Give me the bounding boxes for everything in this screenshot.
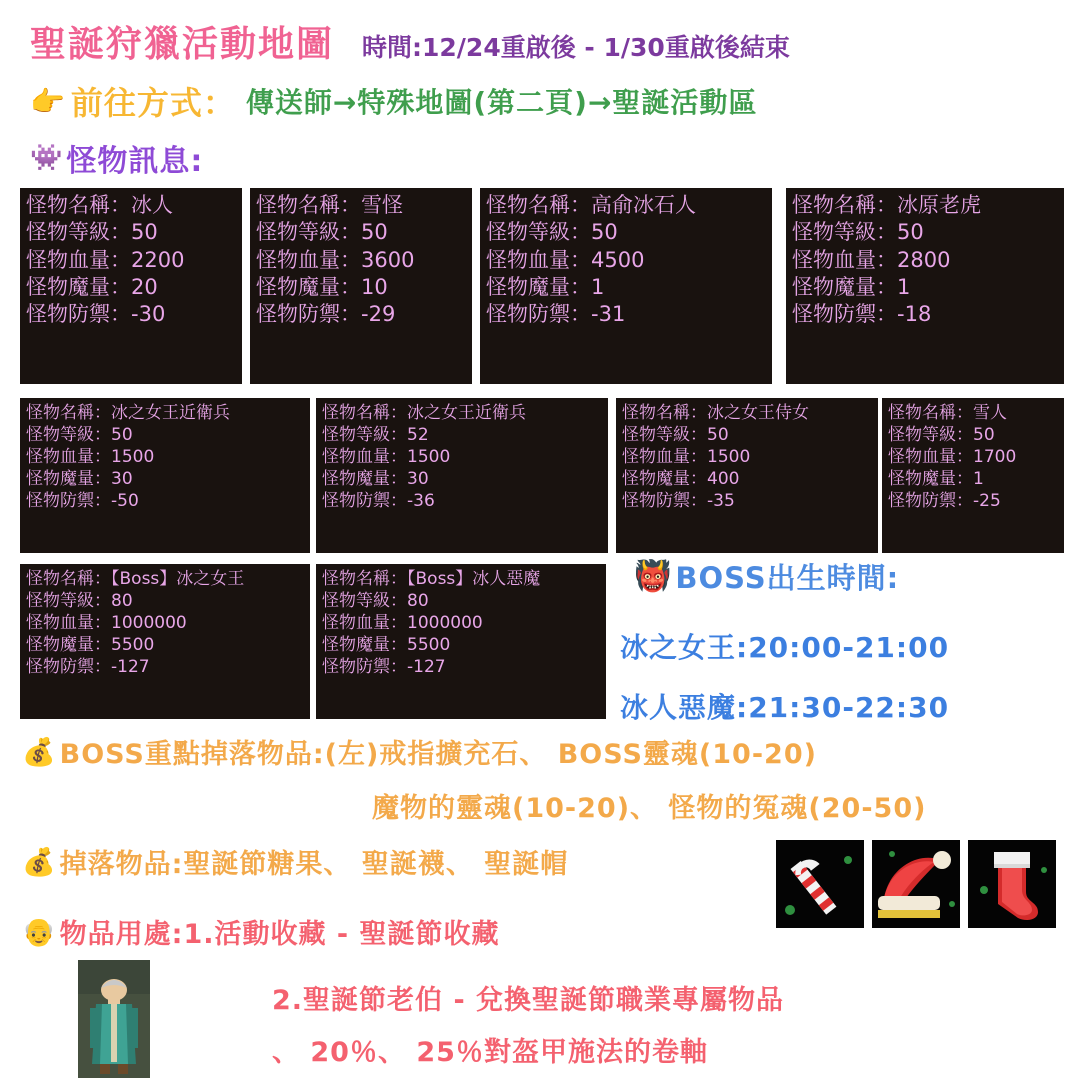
label-name: 怪物名稱：: [322, 569, 407, 589]
boss-drop-label: BOSS重點掉落物品:: [59, 739, 325, 770]
label-level: 怪物等級：: [486, 220, 591, 245]
pointing-right-hand-icon: 👉: [30, 84, 65, 118]
monster-level-line: [888, 424, 1058, 446]
monster-hp-line: [888, 446, 1058, 468]
value-mp: 400: [707, 469, 740, 490]
monster-card: [20, 398, 310, 553]
npc-sprite-svg: [78, 960, 150, 1078]
candy-cane-svg: [776, 840, 864, 928]
label-hp: 怪物血量：: [26, 613, 111, 634]
santa-hat-icon: [872, 840, 960, 928]
label-mp: 怪物魔量：: [322, 635, 407, 656]
value-level: 52: [407, 425, 429, 446]
value-level: 50: [707, 425, 729, 446]
usage-line3: 、 20％、 25％對盔甲施法的卷軸: [272, 1037, 708, 1068]
monster-hp-line: [26, 247, 236, 274]
label-mp: 怪物魔量：: [26, 274, 131, 299]
monster-level-line: [792, 219, 1058, 246]
label-level: 怪物等級：: [256, 220, 361, 245]
value-def: -127: [111, 657, 150, 678]
monster-level-line: [256, 219, 466, 246]
value-def: -18: [897, 302, 932, 327]
boss-drop-line1: (左)戒指擴充石、 BOSS靈魂(10-20): [324, 739, 817, 770]
monster-def-line: [26, 656, 304, 678]
label-level: 怪物等級：: [888, 425, 973, 446]
monster-mp-line: [322, 634, 600, 656]
money-bag-icon: 💰: [22, 846, 56, 878]
label-name: 怪物名稱：: [26, 193, 131, 217]
monster-def-line: [792, 301, 1058, 328]
monster-section-heading: [30, 136, 203, 180]
boss-drop-row: [22, 732, 817, 771]
value-mp: 1: [973, 469, 984, 490]
monster-card: [316, 398, 608, 553]
usage-line1: 1.活動收藏 - 聖誕節收藏: [183, 919, 500, 950]
boss-spawn-title: BOSS出生時間:: [675, 561, 900, 595]
monster-name-line: [26, 192, 236, 219]
monster-hp-line: [26, 612, 304, 634]
monster-level-line: [486, 219, 766, 246]
monster-card: [20, 188, 242, 384]
value-level: 50: [111, 425, 133, 446]
value-level: 50: [897, 220, 924, 245]
monster-name-line: [256, 192, 466, 219]
label-def: 怪物防禦：: [322, 657, 407, 678]
label-def: 怪物防禦：: [322, 491, 407, 512]
label-mp: 怪物魔量：: [888, 469, 973, 490]
ogre-icon: 👹: [634, 559, 672, 594]
label-hp: 怪物血量：: [26, 247, 131, 272]
monster-def-line: [26, 490, 304, 512]
monster-card: [882, 398, 1064, 553]
value-level: 50: [591, 220, 618, 245]
value-level: 80: [407, 591, 429, 612]
value-name: 冰之女王近衛兵: [111, 403, 230, 423]
usage-label: 物品用處:: [59, 919, 184, 950]
usage-row-3: [272, 1030, 708, 1069]
monster-hp-line: [256, 247, 466, 274]
label-def: 怪物防禦：: [26, 491, 111, 512]
label-level: 怪物等級：: [622, 425, 707, 446]
monster-hp-line: [486, 247, 766, 274]
monster-mp-line: [888, 468, 1058, 490]
value-mp: 1: [897, 274, 911, 299]
monster-level-line: [26, 424, 304, 446]
monster-name-line: [26, 568, 304, 590]
route-path: 傳送師→特殊地圖(第二頁)→聖誕活動區: [245, 86, 758, 119]
label-level: 怪物等級：: [26, 591, 111, 612]
boss-drop-line2: 魔物的靈魂(10-20)、 怪物的冤魂(20-50): [372, 793, 927, 824]
label-mp: 怪物魔量：: [256, 274, 361, 299]
invader-icon: 👾: [30, 143, 63, 173]
boss-spawn-entry: 冰人惡魔:21:30-22:30: [620, 691, 950, 724]
value-name: 冰人: [131, 193, 173, 217]
value-mp: 30: [407, 469, 429, 490]
monster-level-line: [322, 590, 600, 612]
monster-name-line: [792, 192, 1058, 219]
label-mp: 怪物魔量：: [26, 469, 111, 490]
monster-name-line: [888, 402, 1058, 424]
monster-name-line: [26, 402, 304, 424]
drop-items: 聖誕節糖果、 聖誕襪、 聖誕帽: [183, 849, 569, 880]
monster-def-line: [256, 301, 466, 328]
monster-hp-line: [622, 446, 872, 468]
monster-def-line: [888, 490, 1058, 512]
value-level: 50: [131, 220, 158, 245]
value-mp: 1: [591, 274, 605, 299]
label-name: 怪物名稱：: [322, 403, 407, 423]
monster-hp-line: [26, 446, 304, 468]
monster-hp-line: [322, 612, 600, 634]
monster-mp-line: [792, 274, 1058, 301]
monster-mp-line: [26, 634, 304, 656]
monster-level-line: [26, 219, 236, 246]
monster-level-line: [322, 424, 602, 446]
value-hp: 1000000: [111, 613, 187, 634]
monster-name-line: [322, 402, 602, 424]
label-level: 怪物等級：: [792, 220, 897, 245]
santa-hat-svg: [872, 840, 960, 928]
label-name: 怪物名稱：: [486, 193, 591, 217]
label-name: 怪物名稱：: [622, 403, 707, 423]
monster-name-line: [486, 192, 766, 219]
person-icon: 👴: [22, 916, 56, 948]
value-def: -30: [131, 302, 166, 327]
monster-mp-line: [26, 274, 236, 301]
monster-section-title: 怪物訊息:: [66, 144, 204, 179]
monster-level-line: [26, 590, 304, 612]
monster-card: [250, 188, 472, 384]
label-hp: 怪物血量：: [622, 447, 707, 468]
boss-card: [316, 564, 606, 719]
value-hp: 1700: [973, 447, 1017, 468]
value-mp: 10: [361, 274, 388, 299]
value-name: 冰之女王侍女: [707, 403, 809, 423]
value-mp: 20: [131, 274, 158, 299]
monster-name-line: [622, 402, 872, 424]
usage-line2: 2.聖誕節老伯 - 兌換聖誕節職業專屬物品: [272, 985, 785, 1016]
label-hp: 怪物血量：: [486, 247, 591, 272]
label-hp: 怪物血量：: [322, 447, 407, 468]
value-hp: 1500: [111, 447, 155, 468]
value-mp: 5500: [111, 635, 155, 656]
label-def: 怪物防禦：: [26, 657, 111, 678]
stocking-svg: [968, 840, 1056, 928]
christmas-stocking-icon: [968, 840, 1056, 928]
label-def: 怪物防禦：: [792, 302, 897, 327]
label-def: 怪物防禦：: [486, 302, 591, 327]
value-def: -29: [361, 302, 396, 327]
label-def: 怪物防禦：: [622, 491, 707, 512]
value-hp: 1000000: [407, 613, 483, 634]
label-hp: 怪物血量：: [26, 447, 111, 468]
monster-mp-line: [26, 468, 304, 490]
monster-card: [480, 188, 772, 384]
monster-def-line: [622, 490, 872, 512]
label-name: 怪物名稱：: [26, 569, 111, 589]
drop-label: 掉落物品:: [59, 849, 184, 880]
monster-card: [786, 188, 1064, 384]
value-name: 冰之女王近衛兵: [407, 403, 526, 423]
monster-def-line: [26, 301, 236, 328]
usage-row: [22, 912, 500, 951]
label-name: 怪物名稱：: [26, 403, 111, 423]
label-name: 怪物名稱：: [256, 193, 361, 217]
value-hp: 2800: [897, 247, 951, 272]
value-name: 【Boss】冰人惡魔: [407, 569, 541, 589]
usage-row-2: [272, 978, 784, 1017]
monster-mp-line: [322, 468, 602, 490]
label-level: 怪物等級：: [322, 591, 407, 612]
label-def: 怪物防禦：: [26, 302, 131, 327]
monster-mp-line: [256, 274, 466, 301]
value-hp: 1500: [407, 447, 451, 468]
value-name: 【Boss】冰之女王: [111, 569, 245, 589]
label-mp: 怪物魔量：: [26, 635, 111, 656]
value-level: 80: [111, 591, 133, 612]
money-bag-icon: 💰: [22, 736, 56, 768]
event-date-range: 時間:12/24重啟後 - 1/30重啟後結束: [362, 33, 790, 62]
value-hp: 1500: [707, 447, 751, 468]
candy-cane-icon: [776, 840, 864, 928]
value-name: 冰原老虎: [897, 193, 981, 217]
boss-drop-row-2: [372, 786, 926, 825]
value-mp: 5500: [407, 635, 451, 656]
npc-sprite: [78, 960, 150, 1078]
label-level: 怪物等級：: [26, 220, 131, 245]
monster-mp-line: [622, 468, 872, 490]
monster-hp-line: [322, 446, 602, 468]
value-def: -36: [407, 491, 435, 512]
route-label: 前往方式：: [70, 84, 236, 122]
boss-card: [20, 564, 310, 719]
label-mp: 怪物魔量：: [322, 469, 407, 490]
drop-row: [22, 842, 568, 881]
monster-mp-line: [486, 274, 766, 301]
monster-name-line: [322, 568, 600, 590]
value-name: 雪怪: [361, 193, 403, 217]
boss-spawn-entry: 冰之女王:20:00-21:00: [620, 631, 950, 664]
route-row: [30, 78, 757, 124]
monster-def-line: [486, 301, 766, 328]
label-mp: 怪物魔量：: [792, 274, 897, 299]
label-name: 怪物名稱：: [888, 403, 973, 423]
monster-card: [616, 398, 878, 553]
label-mp: 怪物魔量：: [622, 469, 707, 490]
value-level: 50: [361, 220, 388, 245]
boss-spawn-heading: [634, 556, 899, 597]
label-hp: 怪物血量：: [256, 247, 361, 272]
label-mp: 怪物魔量：: [486, 274, 591, 299]
value-level: 50: [973, 425, 995, 446]
value-hp: 4500: [591, 247, 645, 272]
monster-hp-line: [792, 247, 1058, 274]
label-def: 怪物防禦：: [256, 302, 361, 327]
monster-def-line: [322, 490, 602, 512]
page-title: 聖誕狩獵活動地圖: [30, 24, 335, 65]
label-name: 怪物名稱：: [792, 193, 897, 217]
value-name: 雪人: [973, 403, 1007, 423]
label-hp: 怪物血量：: [888, 447, 973, 468]
value-mp: 30: [111, 469, 133, 490]
header-title-row: [30, 16, 1060, 67]
monster-level-line: [622, 424, 872, 446]
label-def: 怪物防禦：: [888, 491, 973, 512]
value-def: -35: [707, 491, 735, 512]
value-def: -127: [407, 657, 446, 678]
value-name: 高俞冰石人: [591, 193, 696, 217]
monster-def-line: [322, 656, 600, 678]
value-hp: 2200: [131, 247, 185, 272]
value-def: -50: [111, 491, 139, 512]
label-level: 怪物等級：: [322, 425, 407, 446]
label-level: 怪物等級：: [26, 425, 111, 446]
value-def: -25: [973, 491, 1001, 512]
value-def: -31: [591, 302, 626, 327]
label-hp: 怪物血量：: [792, 247, 897, 272]
value-hp: 3600: [361, 247, 415, 272]
label-hp: 怪物血量：: [322, 613, 407, 634]
